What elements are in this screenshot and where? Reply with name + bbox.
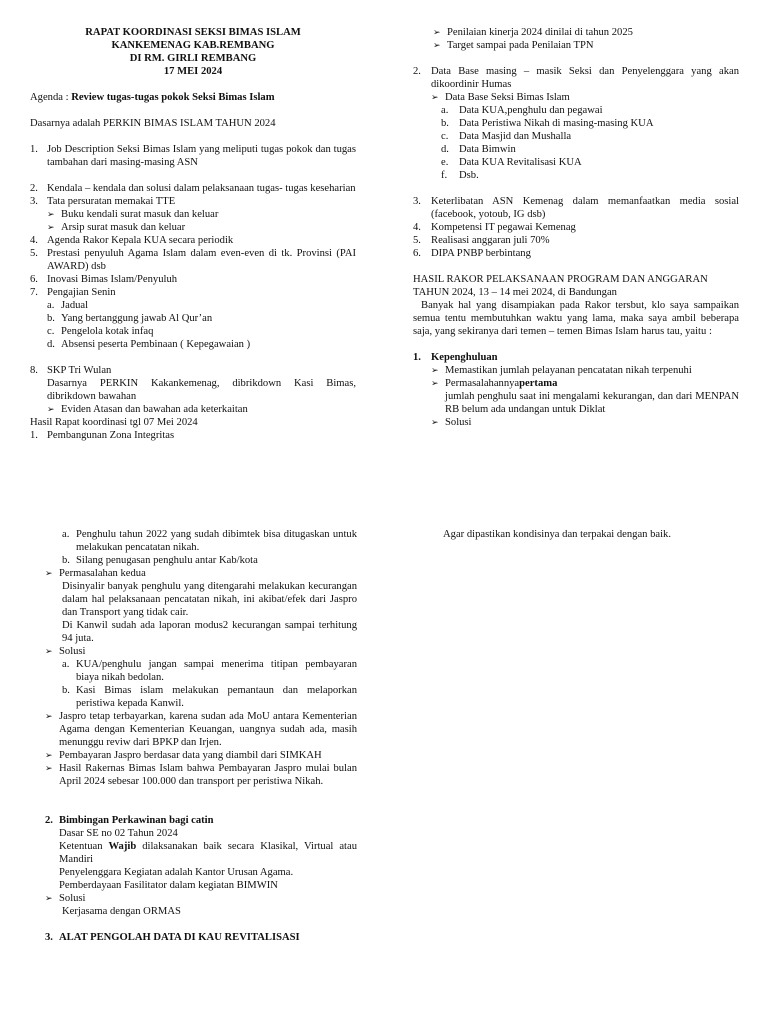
list-item: 2. Data Base masing – masik Seksi dan Penyelenggara yang akan dikoordinir Humas — [413, 66, 739, 90]
list-item: 1. Pembangunan Zona Integritas — [30, 430, 175, 441]
arrow-bullet-icon: ➢ — [431, 378, 439, 388]
list-item: 4. Kompetensi IT pegawai Kemenag — [413, 222, 576, 233]
arrow-bullet-icon: ➢ — [47, 222, 55, 232]
arrow-bullet-icon: ➢ — [45, 763, 53, 773]
list-item: e. Data KUA Revitalisasi KUA — [441, 157, 582, 168]
list-item: ➢ Penilaian kinerja 2024 dinilai di tahun 2025 — [433, 27, 633, 38]
left-top-column — [30, 26, 356, 442]
arrow-bullet-icon: ➢ — [433, 27, 441, 37]
bimwin-solusi-text: Kerjasama dengan ORMAS — [62, 906, 181, 917]
agenda-label: Agenda : — [30, 92, 72, 103]
arrow-bullet-icon: ➢ — [433, 40, 441, 50]
list-item: ➢ Permasalahannyapertama — [431, 378, 558, 389]
list-item: 4. Agenda Rakor Kepala KUA secara periodik — [30, 235, 234, 246]
list-item: 6. DIPA PNBP berbintang — [413, 248, 531, 259]
list-item: c. Data Masjid dan Mushalla — [441, 131, 572, 142]
list-item: 3. Tata persuratan memakai TTE — [30, 196, 176, 207]
agenda-line — [30, 91, 356, 104]
list-item: a. Jadual — [47, 300, 89, 311]
bimwin-penyelenggara: Penyelenggara Kegiatan adalah Kantor Urusan Agama. — [59, 867, 294, 878]
list-item: 5. Realisasi anggaran juli 70% — [413, 235, 550, 246]
arrow-bullet-icon: ➢ — [431, 92, 439, 102]
list-item: b. Silang penugasan penghulu antar Kab/kota — [62, 555, 258, 566]
arrow-bullet-icon: ➢ — [45, 711, 53, 721]
revitalisasi-text: Agar dipastikan kondisinya dan terpakai dengan baik. — [443, 529, 671, 540]
list-item: ➢ Memastikan jumlah pelayanan pencatatan nikah terpenuhi — [431, 365, 692, 376]
list-item: ➢ Jaspro tetap terbayarkan, karena sudan ada MoU antara Kementerian Agama dengan Kementerian Keuangan, uangnya sudah ada, masih menunggu reviw dari BPKP dan Irjen. — [45, 711, 357, 748]
list-item: a. KUA/penghulu jangan sampai menerima titipan pembayaran biaya nikah bedolan. — [62, 659, 357, 683]
list-item: ➢ Eviden Atasan dan bawahan ada keterkaitan — [47, 404, 248, 415]
arrow-bullet-icon: ➢ — [431, 417, 439, 427]
skp-text: Dasarnya PERKIN Kakankemenag, dibrikdown Kasi Bimas, dibrikdown bawahan — [47, 378, 356, 402]
hasil-rakor-title: HASIL RAKOR PELAKSANAAN PROGRAM DAN ANGGARAN TAHUN 2024, 13 – 14 mei 2024, di Bandungan — [413, 274, 708, 298]
list-item: b. Kasi Bimas islam melakukan pemantaun dan melaporkan peristiwa kepada Kanwil. — [62, 685, 357, 709]
list-item: ➢ Data Base Seksi Bimas Islam — [431, 92, 570, 103]
arrow-bullet-icon: ➢ — [45, 568, 53, 578]
list-item: ➢ Buku kendali surat masuk dan keluar — [47, 209, 219, 220]
list-item: f. Dsb. — [441, 170, 479, 181]
list-item: b. Data Peristiwa Nikah di masing-masing KUA — [441, 118, 654, 129]
section-heading: 3. ALAT PENGOLAH DATA DI KAU REVITALISASI — [45, 932, 300, 943]
agenda-value: Review tugas-tugas pokok Seksi Bimas Islam — [71, 92, 275, 103]
section-heading: 1. Kepenghuluan — [413, 352, 498, 363]
list-item: ➢ Solusi — [45, 646, 86, 657]
arrow-bullet-icon: ➢ — [47, 404, 55, 414]
list-item: ➢ Arsip surat masuk dan keluar — [47, 222, 186, 233]
hasil-rakor-paragraph: Banyak hal yang disampiakan pada Rakor tersbut, klo saya sampaikan semua tentu membutuhkan waktu yang lama, maka saya ambil beberapa saja, yang sekiranya dari temen – temen Bimas Islam harus tau, yaitu : — [413, 300, 739, 337]
arrow-bullet-icon: ➢ — [45, 750, 53, 760]
bimwin-dasar: Dasar SE no 02 Tahun 2024 — [59, 828, 178, 839]
hasil-line: Hasil Rapat koordinasi tgl 07 Mei 2024 — [30, 417, 198, 428]
list-item: ➢ Solusi — [431, 417, 472, 428]
list-item: ➢ Pembayaran Jaspro berdasar data yang diambil dari SIMKAH — [45, 750, 322, 761]
list-item: ➢ Permasalahan kedua — [45, 568, 146, 579]
list-item: 3. Keterlibatan ASN Kemenag dalam memanfaatkan media sosial (facebook, yotoub, IG dsb) — [413, 196, 739, 220]
list-item: ➢ Solusi — [45, 893, 86, 904]
list-item: b. Yang bertanggung jawab Al Qur’an — [47, 313, 213, 324]
title-line-1: RAPAT KOORDINASI SEKSI BIMAS ISLAM — [85, 27, 301, 38]
permasalahan-kedua-text-1: Disinyalir banyak penghulu yang ditengarahi melakukan kecurangan dalam hal pelaksanaan pencatatan nikah, ini akibat/efek dari Jaspro dan Transport yang tidak cair. — [62, 581, 357, 618]
right-bottom-column — [413, 528, 739, 541]
list-item: ➢ Target sampai pada Penilaian TPN — [433, 40, 594, 51]
right-top-column — [413, 26, 739, 429]
list-item: 7. Pengajian Senin — [30, 287, 116, 298]
list-item: ➢ Hasil Rakernas Bimas Islam bahwa Pembayaran Jaspro mulai bulan April 2024 sebesar 100.000 dan transport per peristiwa Nikah. — [45, 763, 357, 787]
list-item: 8. SKP Tri Wulan — [30, 365, 112, 376]
list-item: 1. Job Description Seksi Bimas Islam yang meliputi tugas pokok dan tugas tambahan dari masing-masing ASN — [30, 144, 356, 168]
list-item: c. Pengelola kotak infaq — [47, 326, 154, 337]
left-bottom-column — [45, 528, 357, 944]
section-heading: 2. Bimbingan Perkawinan bagi catin — [45, 815, 214, 826]
list-item: a. Penghulu tahun 2022 yang sudah dibimtek bisa ditugaskan untuk melakukan pencatatan nikah. — [62, 529, 357, 553]
permasalahan-kedua-text-2: Di Kanwil sudah ada laporan modus2 kecurangan sampai terhitung 94 juta. — [62, 620, 357, 644]
dasar-line: Dasarnya adalah PERKIN BIMAS ISLAM TAHUN 2024 — [30, 118, 276, 129]
title-line-4: 17 MEI 2024 — [163, 66, 223, 77]
list-item: d. Data Bimwin — [441, 144, 516, 155]
arrow-bullet-icon: ➢ — [47, 209, 55, 219]
arrow-bullet-icon: ➢ — [431, 365, 439, 375]
arrow-bullet-icon: ➢ — [45, 646, 53, 656]
list-item: 5. Prestasi penyuluh Agama Islam dalam even-even di tk. Provinsi (PAI AWARD) dsb — [30, 248, 356, 272]
permasalahan-text: jumlah penghulu saat ini mengalami kekurangan, dan dari MENPAN RB belum ada undangan untuk Diklat — [445, 391, 739, 415]
list-item: 6. Inovasi Bimas Islam/Penyuluh — [30, 274, 178, 285]
list-item: d. Absensi peserta Pembinaan ( Kepegawaian ) — [47, 339, 251, 350]
title-line-2: KANKEMENAG KAB.REMBANG — [111, 40, 275, 51]
bimwin-pemberdayaan: Pemberdayaan Fasilitator dalam kegiatan BIMWIN — [59, 880, 278, 891]
title-line-3: DI RM. GIRLI REMBANG — [129, 53, 257, 64]
bimwin-ketentuan: Ketentuan Wajib dilaksanakan baik secara Klasikal, Virtual atau Mandiri — [59, 841, 358, 865]
arrow-bullet-icon: ➢ — [45, 893, 53, 903]
list-item: 2. Kendala – kendala dan solusi dalam pelaksanaan tugas- tugas keseharian — [30, 183, 356, 194]
list-item: a. Data KUA,penghulu dan pegawai — [441, 105, 603, 116]
